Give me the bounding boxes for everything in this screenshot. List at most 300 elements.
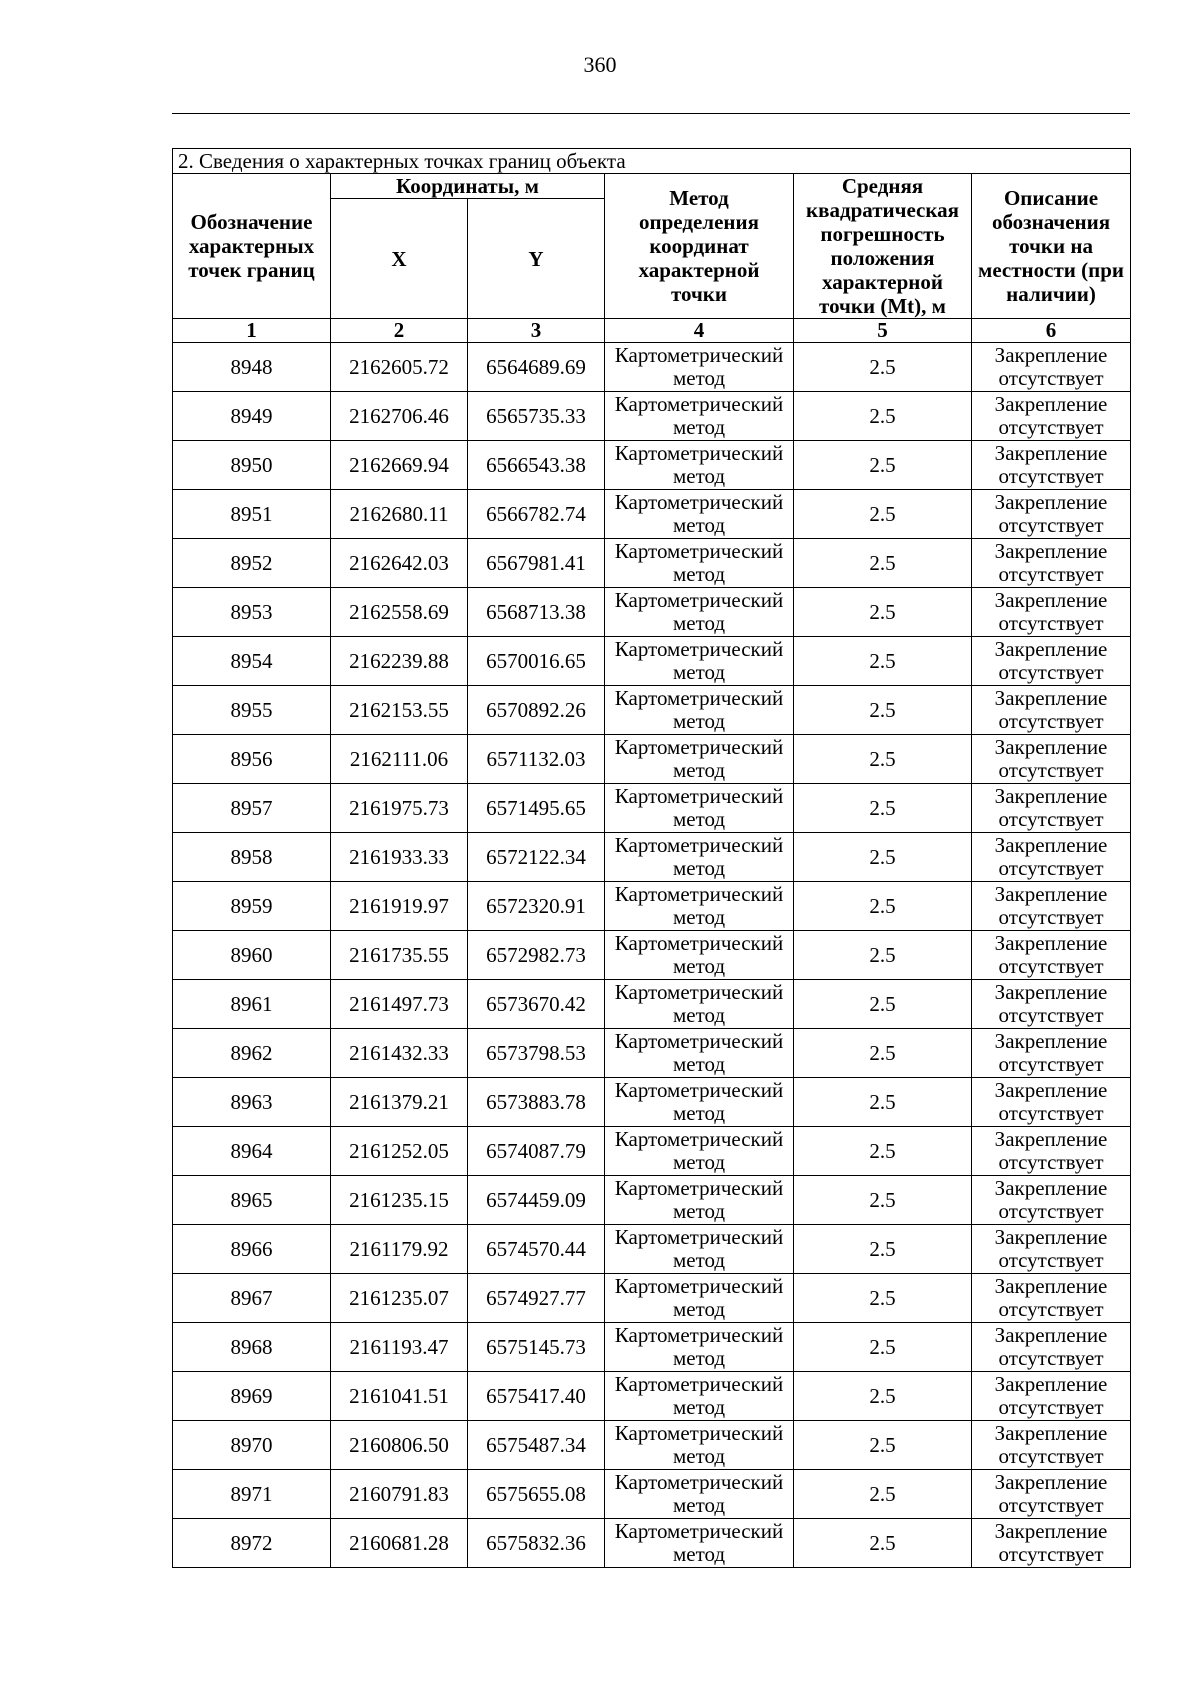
point-id-cell: 8961 bbox=[173, 980, 331, 1029]
method-line: метод bbox=[672, 1346, 726, 1370]
method-line: метод bbox=[672, 562, 726, 586]
column-number: 4 bbox=[605, 319, 794, 343]
x-cell: 2161041.51 bbox=[331, 1372, 468, 1421]
method-cell bbox=[605, 686, 794, 735]
header-y: Y bbox=[468, 199, 605, 319]
x-cell: 2162153.55 bbox=[331, 686, 468, 735]
description-cell bbox=[972, 735, 1131, 784]
table-row bbox=[173, 931, 1131, 980]
y-cell: 6575417.40 bbox=[468, 1372, 605, 1421]
error-cell: 2.5 bbox=[794, 1176, 972, 1225]
description-cell bbox=[972, 784, 1131, 833]
description-cell bbox=[972, 441, 1131, 490]
header-line: точек границ bbox=[188, 258, 315, 282]
method-line: метод bbox=[672, 758, 726, 782]
y-cell: 6573883.78 bbox=[468, 1078, 605, 1127]
method-line: метод bbox=[672, 660, 726, 684]
x-cell: 2161179.92 bbox=[331, 1225, 468, 1274]
description-line: отсутствует bbox=[998, 1199, 1104, 1223]
description-cell bbox=[972, 1274, 1131, 1323]
method-line: метод bbox=[672, 513, 726, 537]
table-row bbox=[173, 1372, 1131, 1421]
x-cell: 2160806.50 bbox=[331, 1421, 468, 1470]
point-id-cell: 8968 bbox=[173, 1323, 331, 1372]
description-line: Закрепление bbox=[994, 1127, 1108, 1151]
method-line: Картометрический bbox=[614, 1323, 784, 1347]
header-x: X bbox=[331, 199, 468, 319]
description-cell bbox=[972, 882, 1131, 931]
table-row bbox=[173, 833, 1131, 882]
column-number: 1 bbox=[173, 319, 331, 343]
method-cell bbox=[605, 1372, 794, 1421]
x-cell: 2162111.06 bbox=[331, 735, 468, 784]
table-row bbox=[173, 1519, 1131, 1568]
x-cell: 2162642.03 bbox=[331, 539, 468, 588]
error-cell: 2.5 bbox=[794, 637, 972, 686]
description-line: Закрепление bbox=[994, 1029, 1108, 1053]
y-cell: 6565735.33 bbox=[468, 392, 605, 441]
header-line: Метод bbox=[669, 186, 729, 210]
description-line: отсутствует bbox=[998, 1346, 1104, 1370]
header-line: обозначения bbox=[991, 210, 1111, 234]
x-cell: 2161735.55 bbox=[331, 931, 468, 980]
y-cell: 6570016.65 bbox=[468, 637, 605, 686]
column-number: 6 bbox=[972, 319, 1131, 343]
table-row bbox=[173, 1470, 1131, 1519]
boundary-points-table bbox=[172, 148, 1131, 1568]
description-line: Закрепление bbox=[994, 833, 1108, 857]
error-cell: 2.5 bbox=[794, 931, 972, 980]
description-line: отсутствует bbox=[998, 856, 1104, 880]
description-line: отсутствует bbox=[998, 905, 1104, 929]
x-cell: 2161975.73 bbox=[331, 784, 468, 833]
x-cell: 2162239.88 bbox=[331, 637, 468, 686]
method-line: Картометрический bbox=[614, 1176, 784, 1200]
table-row bbox=[173, 1029, 1131, 1078]
column-number: 2 bbox=[331, 319, 468, 343]
method-line: метод bbox=[672, 1003, 726, 1027]
method-line: Картометрический bbox=[614, 1078, 784, 1102]
x-cell: 2161919.97 bbox=[331, 882, 468, 931]
x-cell: 2162669.94 bbox=[331, 441, 468, 490]
header-line: определения bbox=[639, 210, 759, 234]
method-line: Картометрический bbox=[614, 1274, 784, 1298]
description-line: отсутствует bbox=[998, 1297, 1104, 1321]
table-row bbox=[173, 490, 1131, 539]
point-id-cell: 8971 bbox=[173, 1470, 331, 1519]
method-line: Картометрический bbox=[614, 735, 784, 759]
error-cell: 2.5 bbox=[794, 1470, 972, 1519]
y-cell: 6575832.36 bbox=[468, 1519, 605, 1568]
error-cell: 2.5 bbox=[794, 490, 972, 539]
description-line: отсутствует bbox=[998, 1542, 1104, 1566]
description-line: Закрепление bbox=[994, 1519, 1108, 1543]
method-line: Картометрический bbox=[614, 490, 784, 514]
error-cell: 2.5 bbox=[794, 1225, 972, 1274]
table-row bbox=[173, 784, 1131, 833]
method-cell bbox=[605, 1421, 794, 1470]
method-line: метод bbox=[672, 1101, 726, 1125]
header-line: характерных bbox=[188, 234, 315, 258]
method-line: метод bbox=[672, 415, 726, 439]
method-line: метод bbox=[672, 954, 726, 978]
error-cell: 2.5 bbox=[794, 1029, 972, 1078]
table-row bbox=[173, 392, 1131, 441]
description-line: отсутствует bbox=[998, 660, 1104, 684]
method-line: метод bbox=[672, 807, 726, 831]
method-line: метод bbox=[672, 1493, 726, 1517]
x-cell: 2162706.46 bbox=[331, 392, 468, 441]
method-line: метод bbox=[672, 611, 726, 635]
method-line: Картометрический bbox=[614, 343, 784, 367]
method-cell bbox=[605, 882, 794, 931]
point-id-cell: 8955 bbox=[173, 686, 331, 735]
header-method bbox=[605, 174, 794, 319]
method-line: метод bbox=[672, 856, 726, 880]
description-line: Закрепление bbox=[994, 686, 1108, 710]
page-number: 360 bbox=[583, 52, 617, 77]
description-line: Закрепление bbox=[994, 931, 1108, 955]
point-id-cell: 8949 bbox=[173, 392, 331, 441]
table-row bbox=[173, 686, 1131, 735]
description-line: отсутствует bbox=[998, 611, 1104, 635]
method-cell bbox=[605, 490, 794, 539]
description-cell bbox=[972, 1029, 1131, 1078]
error-cell: 2.5 bbox=[794, 1421, 972, 1470]
header-line: координат bbox=[649, 234, 749, 258]
description-line: отсутствует bbox=[998, 415, 1104, 439]
method-cell bbox=[605, 1078, 794, 1127]
point-id-cell: 8952 bbox=[173, 539, 331, 588]
description-cell bbox=[972, 392, 1131, 441]
y-cell: 6574459.09 bbox=[468, 1176, 605, 1225]
point-id-cell: 8963 bbox=[173, 1078, 331, 1127]
table-row bbox=[173, 1421, 1131, 1470]
y-cell: 6571495.65 bbox=[468, 784, 605, 833]
description-line: Закрепление bbox=[994, 343, 1108, 367]
description-line: отсутствует bbox=[998, 1101, 1104, 1125]
table-row bbox=[173, 588, 1131, 637]
y-cell: 6574927.77 bbox=[468, 1274, 605, 1323]
description-cell bbox=[972, 490, 1131, 539]
section-title: 2. Сведения о характерных точках границ объекта bbox=[173, 149, 1131, 174]
point-id-cell: 8957 bbox=[173, 784, 331, 833]
y-cell: 6564689.69 bbox=[468, 343, 605, 392]
description-line: Закрепление bbox=[994, 392, 1108, 416]
method-cell bbox=[605, 1176, 794, 1225]
method-cell bbox=[605, 735, 794, 784]
y-cell: 6575655.08 bbox=[468, 1470, 605, 1519]
method-line: Картометрический bbox=[614, 980, 784, 1004]
description-cell bbox=[972, 588, 1131, 637]
point-id-cell: 8960 bbox=[173, 931, 331, 980]
y-cell: 6570892.26 bbox=[468, 686, 605, 735]
point-id-cell: 8953 bbox=[173, 588, 331, 637]
error-cell: 2.5 bbox=[794, 882, 972, 931]
x-cell: 2161235.15 bbox=[331, 1176, 468, 1225]
error-cell: 2.5 bbox=[794, 1323, 972, 1372]
description-cell bbox=[972, 1372, 1131, 1421]
method-line: Картометрический bbox=[614, 882, 784, 906]
table-row bbox=[173, 882, 1131, 931]
header-line: характерной bbox=[638, 258, 760, 282]
point-id-cell: 8966 bbox=[173, 1225, 331, 1274]
method-line: метод bbox=[672, 1444, 726, 1468]
method-cell bbox=[605, 980, 794, 1029]
x-cell: 2161497.73 bbox=[331, 980, 468, 1029]
header-description bbox=[972, 174, 1131, 319]
header-error bbox=[794, 174, 972, 319]
method-line: Картометрический bbox=[614, 637, 784, 661]
error-cell: 2.5 bbox=[794, 1078, 972, 1127]
column-numbers-row bbox=[173, 319, 1131, 343]
method-line: Картометрический bbox=[614, 833, 784, 857]
y-cell: 6572122.34 bbox=[468, 833, 605, 882]
point-id-cell: 8950 bbox=[173, 441, 331, 490]
description-cell bbox=[972, 539, 1131, 588]
description-line: Закрепление bbox=[994, 882, 1108, 906]
table-row bbox=[173, 1225, 1131, 1274]
point-id-cell: 8954 bbox=[173, 637, 331, 686]
description-line: Закрепление bbox=[994, 784, 1108, 808]
method-line: Картометрический bbox=[614, 686, 784, 710]
error-cell: 2.5 bbox=[794, 1372, 972, 1421]
x-cell: 2161379.21 bbox=[331, 1078, 468, 1127]
error-cell: 2.5 bbox=[794, 1519, 972, 1568]
description-line: Закрепление bbox=[994, 539, 1108, 563]
method-line: Картометрический bbox=[614, 1470, 784, 1494]
y-cell: 6571132.03 bbox=[468, 735, 605, 784]
x-cell: 2160791.83 bbox=[331, 1470, 468, 1519]
table-row bbox=[173, 1127, 1131, 1176]
table-row bbox=[173, 637, 1131, 686]
x-cell: 2160681.28 bbox=[331, 1519, 468, 1568]
point-id-cell: 8972 bbox=[173, 1519, 331, 1568]
method-line: Картометрический bbox=[614, 1519, 784, 1543]
description-line: Закрепление bbox=[994, 490, 1108, 514]
method-cell bbox=[605, 588, 794, 637]
x-cell: 2161933.33 bbox=[331, 833, 468, 882]
method-cell bbox=[605, 1470, 794, 1519]
table-row bbox=[173, 1323, 1131, 1372]
error-cell: 2.5 bbox=[794, 833, 972, 882]
method-cell bbox=[605, 441, 794, 490]
error-cell: 2.5 bbox=[794, 343, 972, 392]
description-line: отсутствует bbox=[998, 464, 1104, 488]
method-line: метод bbox=[672, 905, 726, 929]
description-line: Закрепление bbox=[994, 1176, 1108, 1200]
description-line: отсутствует bbox=[998, 709, 1104, 733]
header-line: Средняя bbox=[841, 174, 924, 198]
table-row bbox=[173, 1176, 1131, 1225]
description-line: отсутствует bbox=[998, 758, 1104, 782]
x-cell: 2161252.05 bbox=[331, 1127, 468, 1176]
description-line: Закрепление bbox=[994, 1421, 1108, 1445]
description-cell bbox=[972, 980, 1131, 1029]
method-line: метод bbox=[672, 1052, 726, 1076]
header-line: квадратическая bbox=[806, 198, 959, 222]
header-line: Описание bbox=[1003, 186, 1099, 210]
description-cell bbox=[972, 1470, 1131, 1519]
method-line: Картометрический bbox=[614, 1372, 784, 1396]
description-line: отсутствует bbox=[998, 1150, 1104, 1174]
y-cell: 6575145.73 bbox=[468, 1323, 605, 1372]
point-id-cell: 8967 bbox=[173, 1274, 331, 1323]
method-cell bbox=[605, 343, 794, 392]
error-cell: 2.5 bbox=[794, 392, 972, 441]
description-line: отсутствует bbox=[998, 1444, 1104, 1468]
column-number: 3 bbox=[468, 319, 605, 343]
y-cell: 6573670.42 bbox=[468, 980, 605, 1029]
point-id-cell: 8965 bbox=[173, 1176, 331, 1225]
header-rule bbox=[172, 113, 1130, 114]
description-line: Закрепление bbox=[994, 1078, 1108, 1102]
y-cell: 6568713.38 bbox=[468, 588, 605, 637]
method-cell bbox=[605, 784, 794, 833]
header-line: характерной bbox=[821, 270, 944, 294]
header-line: точки (Mt), м bbox=[819, 294, 946, 318]
error-cell: 2.5 bbox=[794, 686, 972, 735]
description-line: отсутствует bbox=[998, 1003, 1104, 1027]
description-cell bbox=[972, 1225, 1131, 1274]
description-cell bbox=[972, 686, 1131, 735]
description-line: отсутствует bbox=[998, 807, 1104, 831]
description-line: Закрепление bbox=[994, 1225, 1108, 1249]
method-line: Картометрический bbox=[614, 784, 784, 808]
method-cell bbox=[605, 1519, 794, 1568]
error-cell: 2.5 bbox=[794, 980, 972, 1029]
error-cell: 2.5 bbox=[794, 1274, 972, 1323]
description-cell bbox=[972, 833, 1131, 882]
description-cell bbox=[972, 343, 1131, 392]
y-cell: 6567981.41 bbox=[468, 539, 605, 588]
method-cell bbox=[605, 833, 794, 882]
method-cell bbox=[605, 1225, 794, 1274]
description-line: Закрепление bbox=[994, 1372, 1108, 1396]
point-id-cell: 8948 bbox=[173, 343, 331, 392]
error-cell: 2.5 bbox=[794, 441, 972, 490]
method-line: Картометрический bbox=[614, 588, 784, 612]
x-cell: 2162558.69 bbox=[331, 588, 468, 637]
table-row bbox=[173, 441, 1131, 490]
table-body bbox=[173, 149, 1131, 1568]
header-line: Обозначение bbox=[190, 210, 313, 234]
header-line: точки на bbox=[1009, 234, 1093, 258]
y-cell: 6572320.91 bbox=[468, 882, 605, 931]
method-line: Картометрический bbox=[614, 441, 784, 465]
method-cell bbox=[605, 1029, 794, 1078]
header-point-id bbox=[173, 174, 331, 319]
method-line: метод bbox=[672, 464, 726, 488]
method-line: метод bbox=[672, 1150, 726, 1174]
method-line: метод bbox=[672, 709, 726, 733]
x-cell: 2161193.47 bbox=[331, 1323, 468, 1372]
description-cell bbox=[972, 1176, 1131, 1225]
method-cell bbox=[605, 1127, 794, 1176]
description-line: Закрепление bbox=[994, 441, 1108, 465]
method-cell bbox=[605, 392, 794, 441]
description-line: отсутствует bbox=[998, 366, 1104, 390]
method-line: метод bbox=[672, 1395, 726, 1419]
x-cell: 2162680.11 bbox=[331, 490, 468, 539]
method-line: Картометрический bbox=[614, 539, 784, 563]
x-cell: 2161432.33 bbox=[331, 1029, 468, 1078]
y-cell: 6566782.74 bbox=[468, 490, 605, 539]
description-cell bbox=[972, 1323, 1131, 1372]
y-cell: 6574570.44 bbox=[468, 1225, 605, 1274]
method-cell bbox=[605, 539, 794, 588]
description-cell bbox=[972, 637, 1131, 686]
method-cell bbox=[605, 637, 794, 686]
point-id-cell: 8964 bbox=[173, 1127, 331, 1176]
description-cell bbox=[972, 1078, 1131, 1127]
method-cell bbox=[605, 1323, 794, 1372]
point-id-cell: 8958 bbox=[173, 833, 331, 882]
table-row bbox=[173, 1274, 1131, 1323]
y-cell: 6566543.38 bbox=[468, 441, 605, 490]
table-row bbox=[173, 539, 1131, 588]
description-line: Закрепление bbox=[994, 980, 1108, 1004]
table-row bbox=[173, 980, 1131, 1029]
y-cell: 6575487.34 bbox=[468, 1421, 605, 1470]
description-line: Закрепление bbox=[994, 637, 1108, 661]
method-line: Картометрический bbox=[614, 1421, 784, 1445]
table-row bbox=[173, 735, 1131, 784]
y-cell: 6574087.79 bbox=[468, 1127, 605, 1176]
description-line: отсутствует bbox=[998, 1493, 1104, 1517]
description-cell bbox=[972, 1421, 1131, 1470]
y-cell: 6572982.73 bbox=[468, 931, 605, 980]
description-line: отсутствует bbox=[998, 1395, 1104, 1419]
error-cell: 2.5 bbox=[794, 539, 972, 588]
point-id-cell: 8970 bbox=[173, 1421, 331, 1470]
error-cell: 2.5 bbox=[794, 1127, 972, 1176]
description-line: Закрепление bbox=[994, 1470, 1108, 1494]
point-id-cell: 8962 bbox=[173, 1029, 331, 1078]
x-cell: 2162605.72 bbox=[331, 343, 468, 392]
description-cell bbox=[972, 931, 1131, 980]
method-cell bbox=[605, 931, 794, 980]
error-cell: 2.5 bbox=[794, 784, 972, 833]
method-line: Картометрический bbox=[614, 392, 784, 416]
y-cell: 6573798.53 bbox=[468, 1029, 605, 1078]
description-line: отсутствует bbox=[998, 1248, 1104, 1272]
description-line: отсутствует bbox=[998, 1052, 1104, 1076]
method-cell bbox=[605, 1274, 794, 1323]
header-line: погрешность bbox=[820, 222, 945, 246]
description-cell bbox=[972, 1519, 1131, 1568]
method-line: Картометрический bbox=[614, 931, 784, 955]
point-id-cell: 8956 bbox=[173, 735, 331, 784]
header-line: положения bbox=[830, 246, 935, 270]
error-cell: 2.5 bbox=[794, 588, 972, 637]
header-line: наличии) bbox=[1006, 282, 1096, 306]
header-line: местности (при bbox=[978, 258, 1125, 282]
point-id-cell: 8959 bbox=[173, 882, 331, 931]
method-line: метод bbox=[672, 1297, 726, 1321]
description-line: Закрепление bbox=[994, 735, 1108, 759]
method-line: Картометрический bbox=[614, 1127, 784, 1151]
header-line: точки bbox=[670, 282, 728, 306]
point-id-cell: 8969 bbox=[173, 1372, 331, 1421]
header-coordinates: Координаты, м bbox=[331, 174, 605, 199]
table-row bbox=[173, 343, 1131, 392]
table-row bbox=[173, 1078, 1131, 1127]
description-line: отсутствует bbox=[998, 513, 1104, 537]
description-line: Закрепление bbox=[994, 1323, 1108, 1347]
error-cell: 2.5 bbox=[794, 735, 972, 784]
description-cell bbox=[972, 1127, 1131, 1176]
